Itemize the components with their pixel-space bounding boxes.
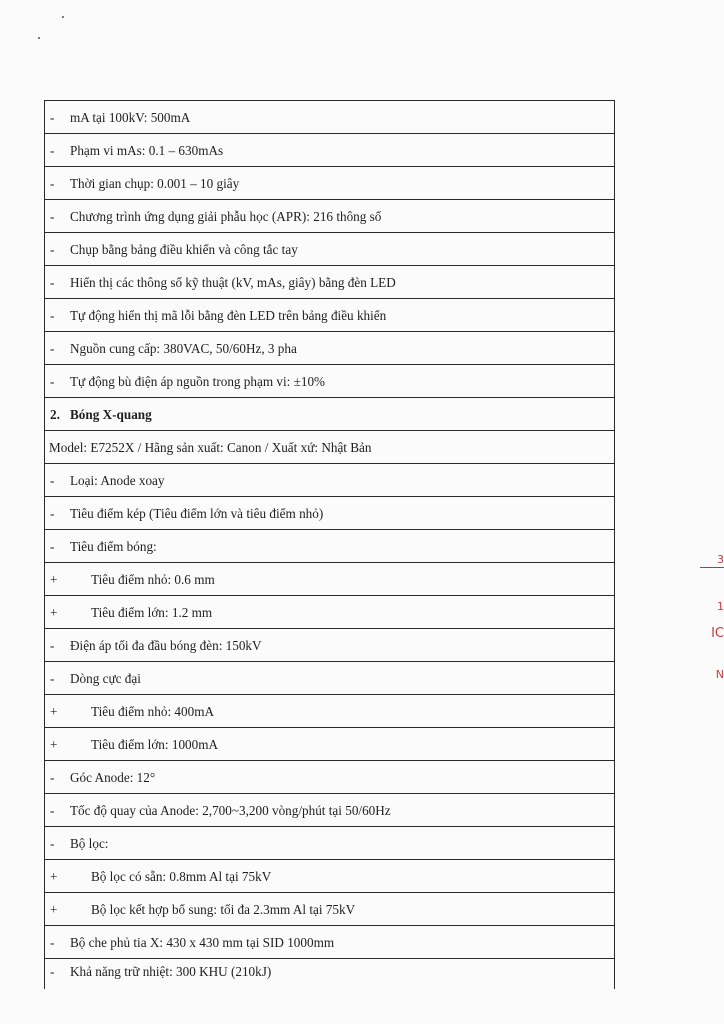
row-text: Tự động bù điện áp nguồn trong phạm vi: ±10% [70,374,326,389]
stamp-edge-line [700,567,724,568]
spec-row [45,233,614,266]
row-text: Tiêu điểm nhỏ: 400mA [91,704,214,719]
row-marker: - [50,176,55,191]
spec-row [45,167,614,200]
spec-row [45,200,614,233]
spec-row [45,761,614,794]
row-marker: - [50,209,55,224]
spec-row [45,497,614,530]
row-marker: - [50,374,55,389]
spec-row [45,464,614,497]
section-title: Bóng X-quang [70,407,152,422]
row-marker: + [50,737,58,752]
row-marker: + [50,869,58,884]
row-text: Bộ lọc: [70,836,109,851]
stamp-edge-text: IC [711,626,724,641]
row-marker: - [50,539,55,554]
row-marker: - [50,341,55,356]
row-marker: - [50,473,55,488]
scan-speck [38,37,40,39]
spec-row [45,662,614,695]
row-marker: - [50,110,55,125]
spec-row [45,299,614,332]
model-text: Model: E7252X / Hãng sản xuất: Canon / Xuất xứ: Nhật Bản [49,440,372,455]
row-marker: - [50,275,55,290]
row-marker: - [50,836,55,851]
spec-subrow [45,728,614,761]
row-marker: - [50,803,55,818]
row-marker: - [50,770,55,785]
row-text: Tiêu điểm lớn: 1000mA [91,737,219,752]
row-marker: - [50,308,55,323]
stamp-edge-text: 3 [717,553,724,566]
row-marker: - [50,935,55,950]
row-text: Chương trình ứng dụng giải phẫu học (APR): 216 thông số [70,209,382,224]
row-text: Phạm vi mAs: 0.1 – 630mAs [70,143,224,158]
spec-row [45,629,614,662]
stamp-edge-text: N [715,668,724,681]
spec-table [44,100,615,989]
row-text: Chụp bằng bảng điều khiển và công tắc tay [70,242,298,257]
row-marker: - [50,964,55,979]
row-text: Tiêu điểm nhỏ: 0.6 mm [91,572,215,587]
row-text: Góc Anode: 12° [70,770,156,785]
row-marker: - [50,506,55,521]
row-marker: - [50,638,55,653]
stamp-edge-text: 1 [717,600,724,613]
spec-subrow [45,563,614,596]
row-text: Tiêu điểm kép (Tiêu điểm lớn và tiêu điểm nhỏ) [70,506,324,521]
spec-row [45,365,614,398]
row-text: Khả năng trữ nhiệt: 300 KHU (210kJ) [70,964,272,979]
spec-row [45,266,614,299]
row-marker: - [50,143,55,158]
scan-speck [62,16,64,18]
spec-subrow [45,860,614,893]
row-text: Dòng cực đại [70,671,141,686]
model-row [45,431,614,464]
row-marker: - [50,242,55,257]
spec-row [45,794,614,827]
spec-row [45,530,614,563]
row-marker: + [50,605,58,620]
spec-subrow [45,596,614,629]
row-marker: + [50,704,58,719]
row-text: Bộ che phủ tia X: 430 x 430 mm tại SID 1000mm [70,935,335,950]
spec-row [45,101,614,134]
row-text: Nguồn cung cấp: 380VAC, 50/60Hz, 3 pha [70,341,297,356]
row-text: mA tại 100kV: 500mA [70,110,191,125]
spec-row [45,134,614,167]
row-text: Thời gian chụp: 0.001 – 10 giây [70,176,240,191]
row-text: Loại: Anode xoay [70,473,165,488]
row-text: Bộ lọc kết hợp bổ sung: tối đa 2.3mm Al tại 75kV [91,902,356,917]
row-text: Hiển thị các thông số kỹ thuật (kV, mAs, giây) bằng đèn LED [70,275,396,290]
row-text: Tự động hiển thị mã lỗi bằng đèn LED trên bảng điều khiển [70,308,387,323]
row-text: Tốc độ quay của Anode: 2,700~3,200 vòng/phút tại 50/60Hz [70,803,391,818]
row-text: Tiêu điểm bóng: [70,539,157,554]
spec-row [45,959,614,983]
row-marker: + [50,572,58,587]
spec-row [45,827,614,860]
spec-row [45,332,614,365]
row-marker: - [50,671,55,686]
row-text: Bộ lọc có sẵn: 0.8mm Al tại 75kV [91,869,272,884]
spec-subrow [45,695,614,728]
section-heading-row [45,398,614,431]
row-text: Tiêu điểm lớn: 1.2 mm [91,605,213,620]
spec-row [45,926,614,959]
spec-subrow [45,893,614,926]
row-marker: + [50,902,58,917]
row-text: Điện áp tối đa đầu bóng đèn: 150kV [70,638,262,653]
section-number: 2. [50,407,60,422]
